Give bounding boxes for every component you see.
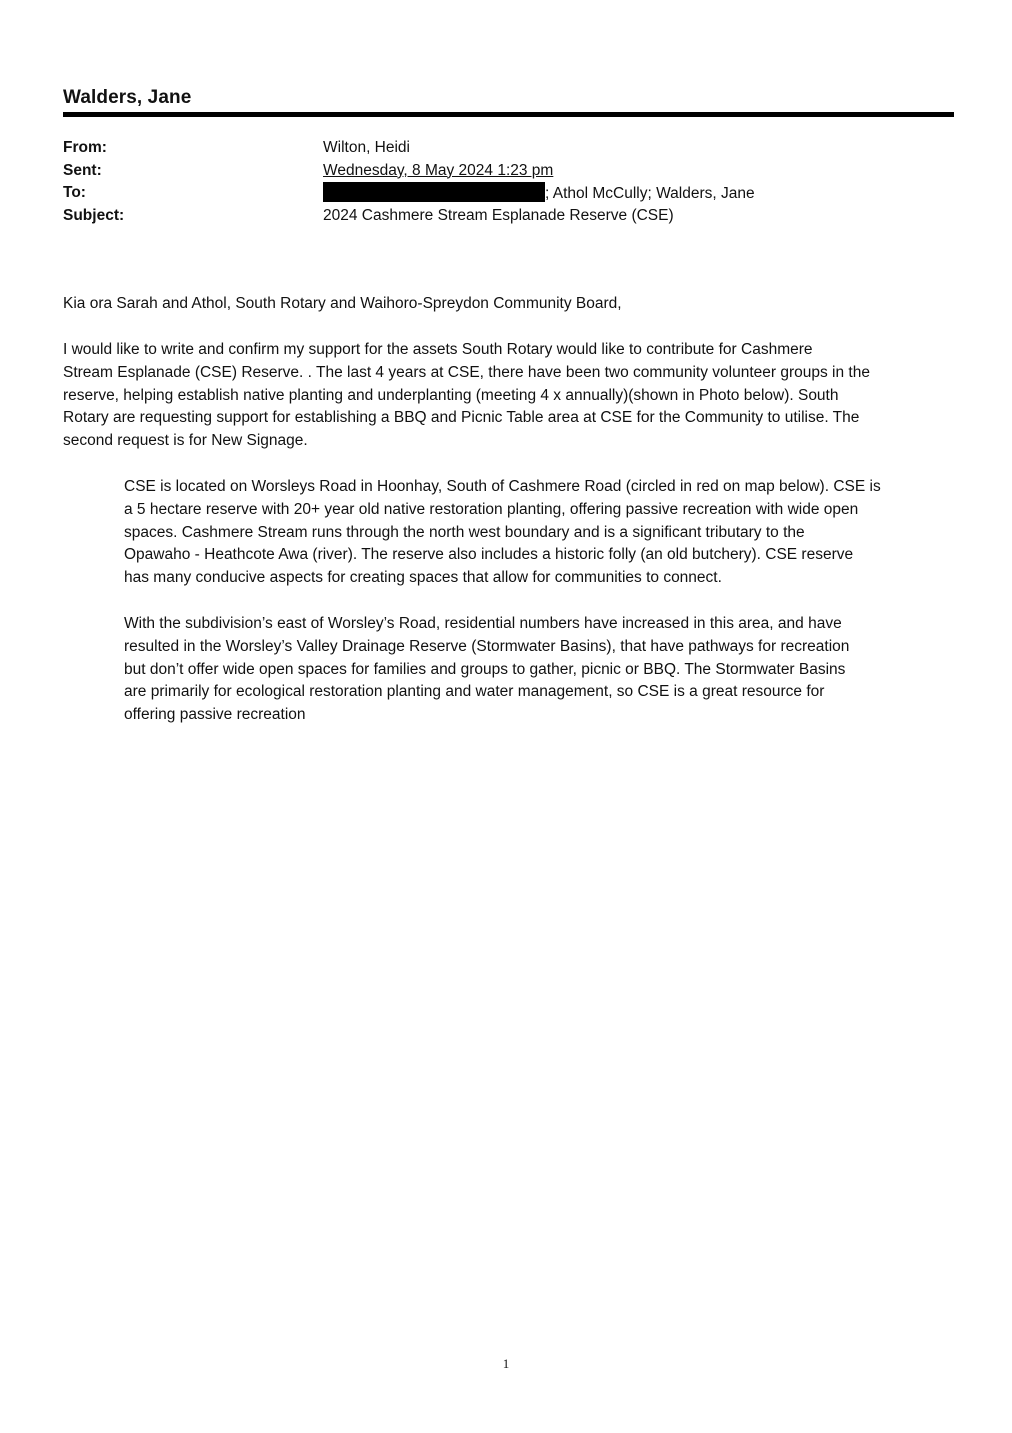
- paragraph-line: CSE is located on Worsleys Road in Hoonhay, South of Cashmere Road (circled in red on map below). CSE is: [124, 478, 881, 495]
- greeting: Kia ora Sarah and Athol, South Rotary and Waihoro-Spreydon Community Board,: [63, 295, 622, 312]
- subject-value: 2024 Cashmere Stream Esplanade Reserve (CSE): [323, 206, 674, 224]
- paragraph-line: are primarily for ecological restoration planting and water management, so CSE is a great resource for: [124, 683, 825, 701]
- paragraph-line: but don’t offer wide open spaces for families and groups to gather, picnic or BBQ. The Stormwater Basins: [124, 660, 846, 678]
- paragraph-line: has many conducive aspects for creating spaces that allow for communities to connect.: [124, 569, 722, 587]
- sent-label: Sent:: [63, 161, 102, 179]
- to-label: To:: [63, 184, 86, 202]
- to-value: ; Athol McCully; Walders, Jane: [545, 185, 755, 203]
- redaction-block: [323, 182, 545, 202]
- paragraph-line: Rotary are requesting support for establishing a BBQ and Picnic Table area at CSE for the Community to utilise. The: [63, 409, 860, 427]
- paragraph-line: resulted in the Worsley’s Valley Drainage Reserve (Stormwater Basins), that have pathways for recreation: [124, 637, 850, 655]
- paragraph-line: Stream Esplanade (CSE) Reserve. . The last 4 years at CSE, there have been two community volunteer groups in the: [63, 363, 870, 381]
- paragraph-line: second request is for New Signage.: [63, 432, 308, 450]
- mailbox-owner-title: Walders, Jane: [63, 87, 192, 108]
- from-label: From:: [63, 139, 107, 156]
- paragraph-location: [124, 476, 950, 590]
- from-value: Wilton, Heidi: [323, 139, 410, 156]
- header-divider: [63, 112, 954, 117]
- paragraph-line: I would like to write and confirm my support for the assets South Rotary would like to contribute for Cashmere: [63, 341, 813, 358]
- paragraph-line: spaces. Cashmere Stream runs through the north west boundary and is a significant tributary to the: [124, 523, 805, 541]
- paragraph-line: With the subdivision’s east of Worsley’s Road, residential numbers have increased in this area, and have: [124, 615, 842, 632]
- paragraph-line: reserve, helping establish native planting and underplanting (meeting 4 x annually)(shown in Photo below). South: [63, 386, 839, 404]
- paragraph-line: Opawaho - Heathcote Awa (river). The reserve also includes a historic folly (an old butchery). CSE reserve: [124, 546, 854, 564]
- paragraph-line: a 5 hectare reserve with 20+ year old native restoration planting, offering passive recreation with wide open: [124, 500, 859, 518]
- paragraph-line: offering passive recreation: [124, 706, 306, 724]
- sent-value: Wednesday, 8 May 2024 1:23 pm: [323, 161, 554, 179]
- page-number: 1: [502, 1356, 510, 1371]
- paragraph-subdivision: [124, 613, 950, 727]
- subject-label: Subject:: [63, 206, 125, 224]
- paragraph-support: [63, 339, 948, 453]
- to-value-wrapper: [323, 182, 755, 206]
